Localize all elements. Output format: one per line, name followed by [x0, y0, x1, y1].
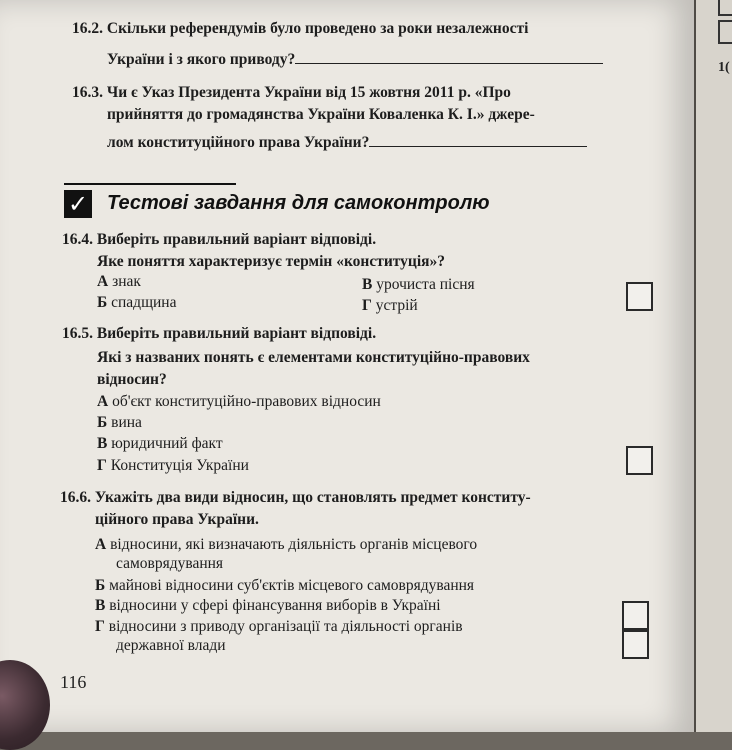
answer-option: Г устрій [362, 297, 418, 314]
answer-option: А знак [97, 273, 141, 290]
checkmark-icon: ✓ [64, 190, 92, 218]
answer-option-continuation: державної влади [116, 637, 226, 654]
question-16-3-line2: прийняття до громадянства України Коваленка К. І.» джере- [107, 106, 535, 123]
answer-checkbox[interactable] [626, 446, 653, 475]
answer-checkbox [718, 20, 732, 44]
answer-option: Б майнові відносини суб'єктів місцевого самоврядування [95, 577, 475, 594]
page-number: 116 [60, 672, 87, 692]
section-rule [64, 183, 236, 185]
answer-checkbox[interactable] [622, 630, 649, 659]
question-16-4-line1: 16.4. Виберіть правильний варіант відповіді. [62, 231, 377, 248]
answer-option: Б вина [97, 414, 142, 431]
question-16-2-line2: України і з якого приводу? [107, 51, 603, 69]
section-title: Тестові завдання для самоконтролю [107, 192, 490, 214]
question-16-2-line1: 16.2. Скільки референдумів було проведено за роки незалежності [72, 20, 529, 37]
answer-checkbox [718, 0, 732, 16]
question-16-5-line1: 16.5. Виберіть правильний варіант відповіді. [62, 325, 377, 342]
question-16-6-line1: 16.6. Укажіть два види відносин, що становлять предмет конститу- [60, 489, 531, 506]
next-page-number: 1( [718, 60, 730, 75]
answer-option: А об'єкт конституційно-правових відносин [97, 393, 381, 410]
answer-option: Г відносини з приводу організації та діяльності органів [95, 618, 463, 635]
answer-option: В відносини у сфері фінансування виборів в Україні [95, 597, 441, 614]
question-16-6-line2: ційного права України. [95, 511, 259, 528]
next-page-edge [694, 0, 732, 732]
question-16-3-line3: лом конституційного права України? [107, 134, 587, 152]
question-16-5-line3: відносин? [97, 371, 167, 388]
answer-option: Г Конституція України [97, 457, 249, 474]
answer-option: В урочиста пісня [362, 276, 475, 293]
question-16-3-line1: 16.3. Чи є Указ Президента України від 15 жовтня 2011 р. «Про [72, 84, 511, 101]
answer-option: В юридичний факт [97, 435, 223, 452]
answer-option-continuation: самоврядування [116, 555, 224, 572]
answer-option: Б спадщина [97, 294, 177, 311]
answer-option: А відносини, які визначають діяльність органів місцевого [95, 536, 478, 553]
answer-checkbox[interactable] [626, 282, 653, 311]
question-16-4-line2: Яке поняття характеризує термін «конституція»? [97, 253, 446, 270]
answer-checkbox[interactable] [622, 601, 649, 630]
question-16-5-line2: Які з названих понять є елементами конституційно-правових [97, 349, 530, 366]
